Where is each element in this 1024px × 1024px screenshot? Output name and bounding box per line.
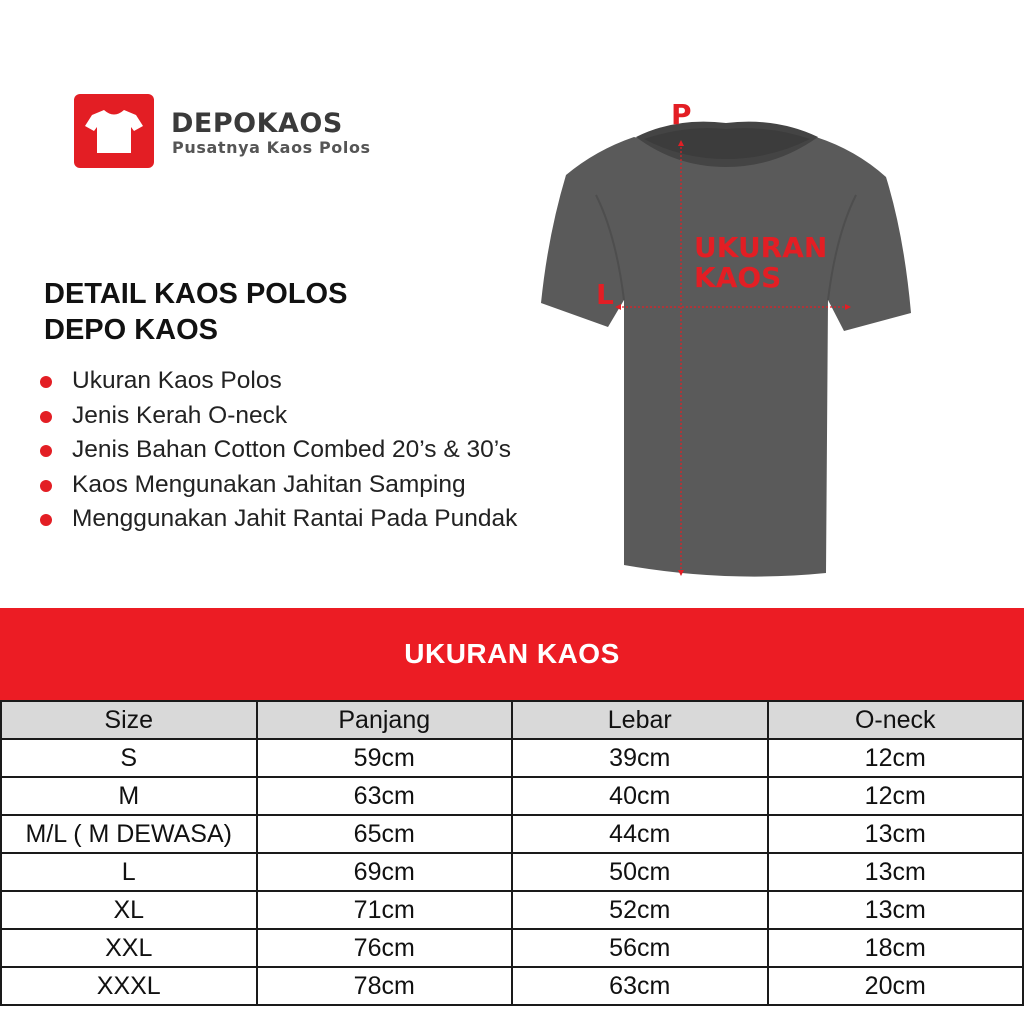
feature-item: Menggunakan Jahit Rantai Pada Pundak xyxy=(40,502,517,537)
bullet-dot-icon xyxy=(40,514,52,526)
column-header: Panjang xyxy=(257,701,513,739)
bullet-dot-icon xyxy=(40,376,52,388)
table-cell: 63cm xyxy=(257,777,513,815)
table-cell: 13cm xyxy=(768,853,1024,891)
tshirt-body xyxy=(541,137,911,577)
shirt-size-label: UKURAN KAOS xyxy=(694,231,828,294)
feature-list xyxy=(40,364,517,537)
table-cell: M/L ( M DEWASA) xyxy=(1,815,257,853)
table-row xyxy=(1,739,1023,777)
brand-logo xyxy=(74,94,374,170)
bullet-dot-icon xyxy=(40,480,52,492)
table-header-row xyxy=(1,701,1023,739)
table-row xyxy=(1,777,1023,815)
size-table-title: UKURAN KAOS xyxy=(404,638,620,669)
size-table-banner xyxy=(0,608,1024,700)
table-cell: 71cm xyxy=(257,891,513,929)
table-cell: 12cm xyxy=(768,777,1024,815)
brand-tagline: Pusatnya Kaos Polos xyxy=(172,138,371,157)
table-row xyxy=(1,815,1023,853)
table-row xyxy=(1,853,1023,891)
size-table xyxy=(0,700,1024,1006)
table-cell: 56cm xyxy=(512,929,768,967)
column-header: O-neck xyxy=(768,701,1024,739)
table-cell: 18cm xyxy=(768,929,1024,967)
table-cell: 69cm xyxy=(257,853,513,891)
feature-item: Ukuran Kaos Polos xyxy=(40,364,517,399)
table-cell: 76cm xyxy=(257,929,513,967)
table-cell: 52cm xyxy=(512,891,768,929)
column-header: Lebar xyxy=(512,701,768,739)
page-title-line-1: DETAIL KAOS POLOS xyxy=(44,278,348,310)
table-cell: L xyxy=(1,853,257,891)
table-cell: 50cm xyxy=(512,853,768,891)
table-cell: 63cm xyxy=(512,967,768,1005)
table-cell: 65cm xyxy=(257,815,513,853)
feature-item: Jenis Bahan Cotton Combed 20’s & 30’s xyxy=(40,433,517,468)
table-cell: 12cm xyxy=(768,739,1024,777)
bullet-dot-icon xyxy=(40,445,52,457)
table-row xyxy=(1,929,1023,967)
page-title-line-2: DEPO KAOS xyxy=(44,314,219,346)
table-cell: 78cm xyxy=(257,967,513,1005)
length-label: P xyxy=(671,98,692,131)
table-cell: XXXL xyxy=(1,967,257,1005)
table-cell: 20cm xyxy=(768,967,1024,1005)
table-cell: M xyxy=(1,777,257,815)
table-cell: 40cm xyxy=(512,777,768,815)
table-cell: 39cm xyxy=(512,739,768,777)
table-cell: 13cm xyxy=(768,891,1024,929)
table-cell: S xyxy=(1,739,257,777)
table-cell: XL xyxy=(1,891,257,929)
width-label: L xyxy=(596,278,614,311)
table-cell: 59cm xyxy=(257,739,513,777)
brand-name: DEPOKAOS xyxy=(171,108,343,139)
table-row xyxy=(1,967,1023,1005)
feature-item: Jenis Kerah O-neck xyxy=(40,399,517,434)
page-title xyxy=(44,276,347,348)
tshirt-illustration xyxy=(536,95,916,585)
bullet-dot-icon xyxy=(40,411,52,423)
tshirt-logo-icon xyxy=(74,94,154,168)
table-row xyxy=(1,891,1023,929)
table-cell: 13cm xyxy=(768,815,1024,853)
table-cell: 44cm xyxy=(512,815,768,853)
table-cell: XXL xyxy=(1,929,257,967)
feature-item: Kaos Mengunakan Jahitan Samping xyxy=(40,468,517,503)
column-header: Size xyxy=(1,701,257,739)
